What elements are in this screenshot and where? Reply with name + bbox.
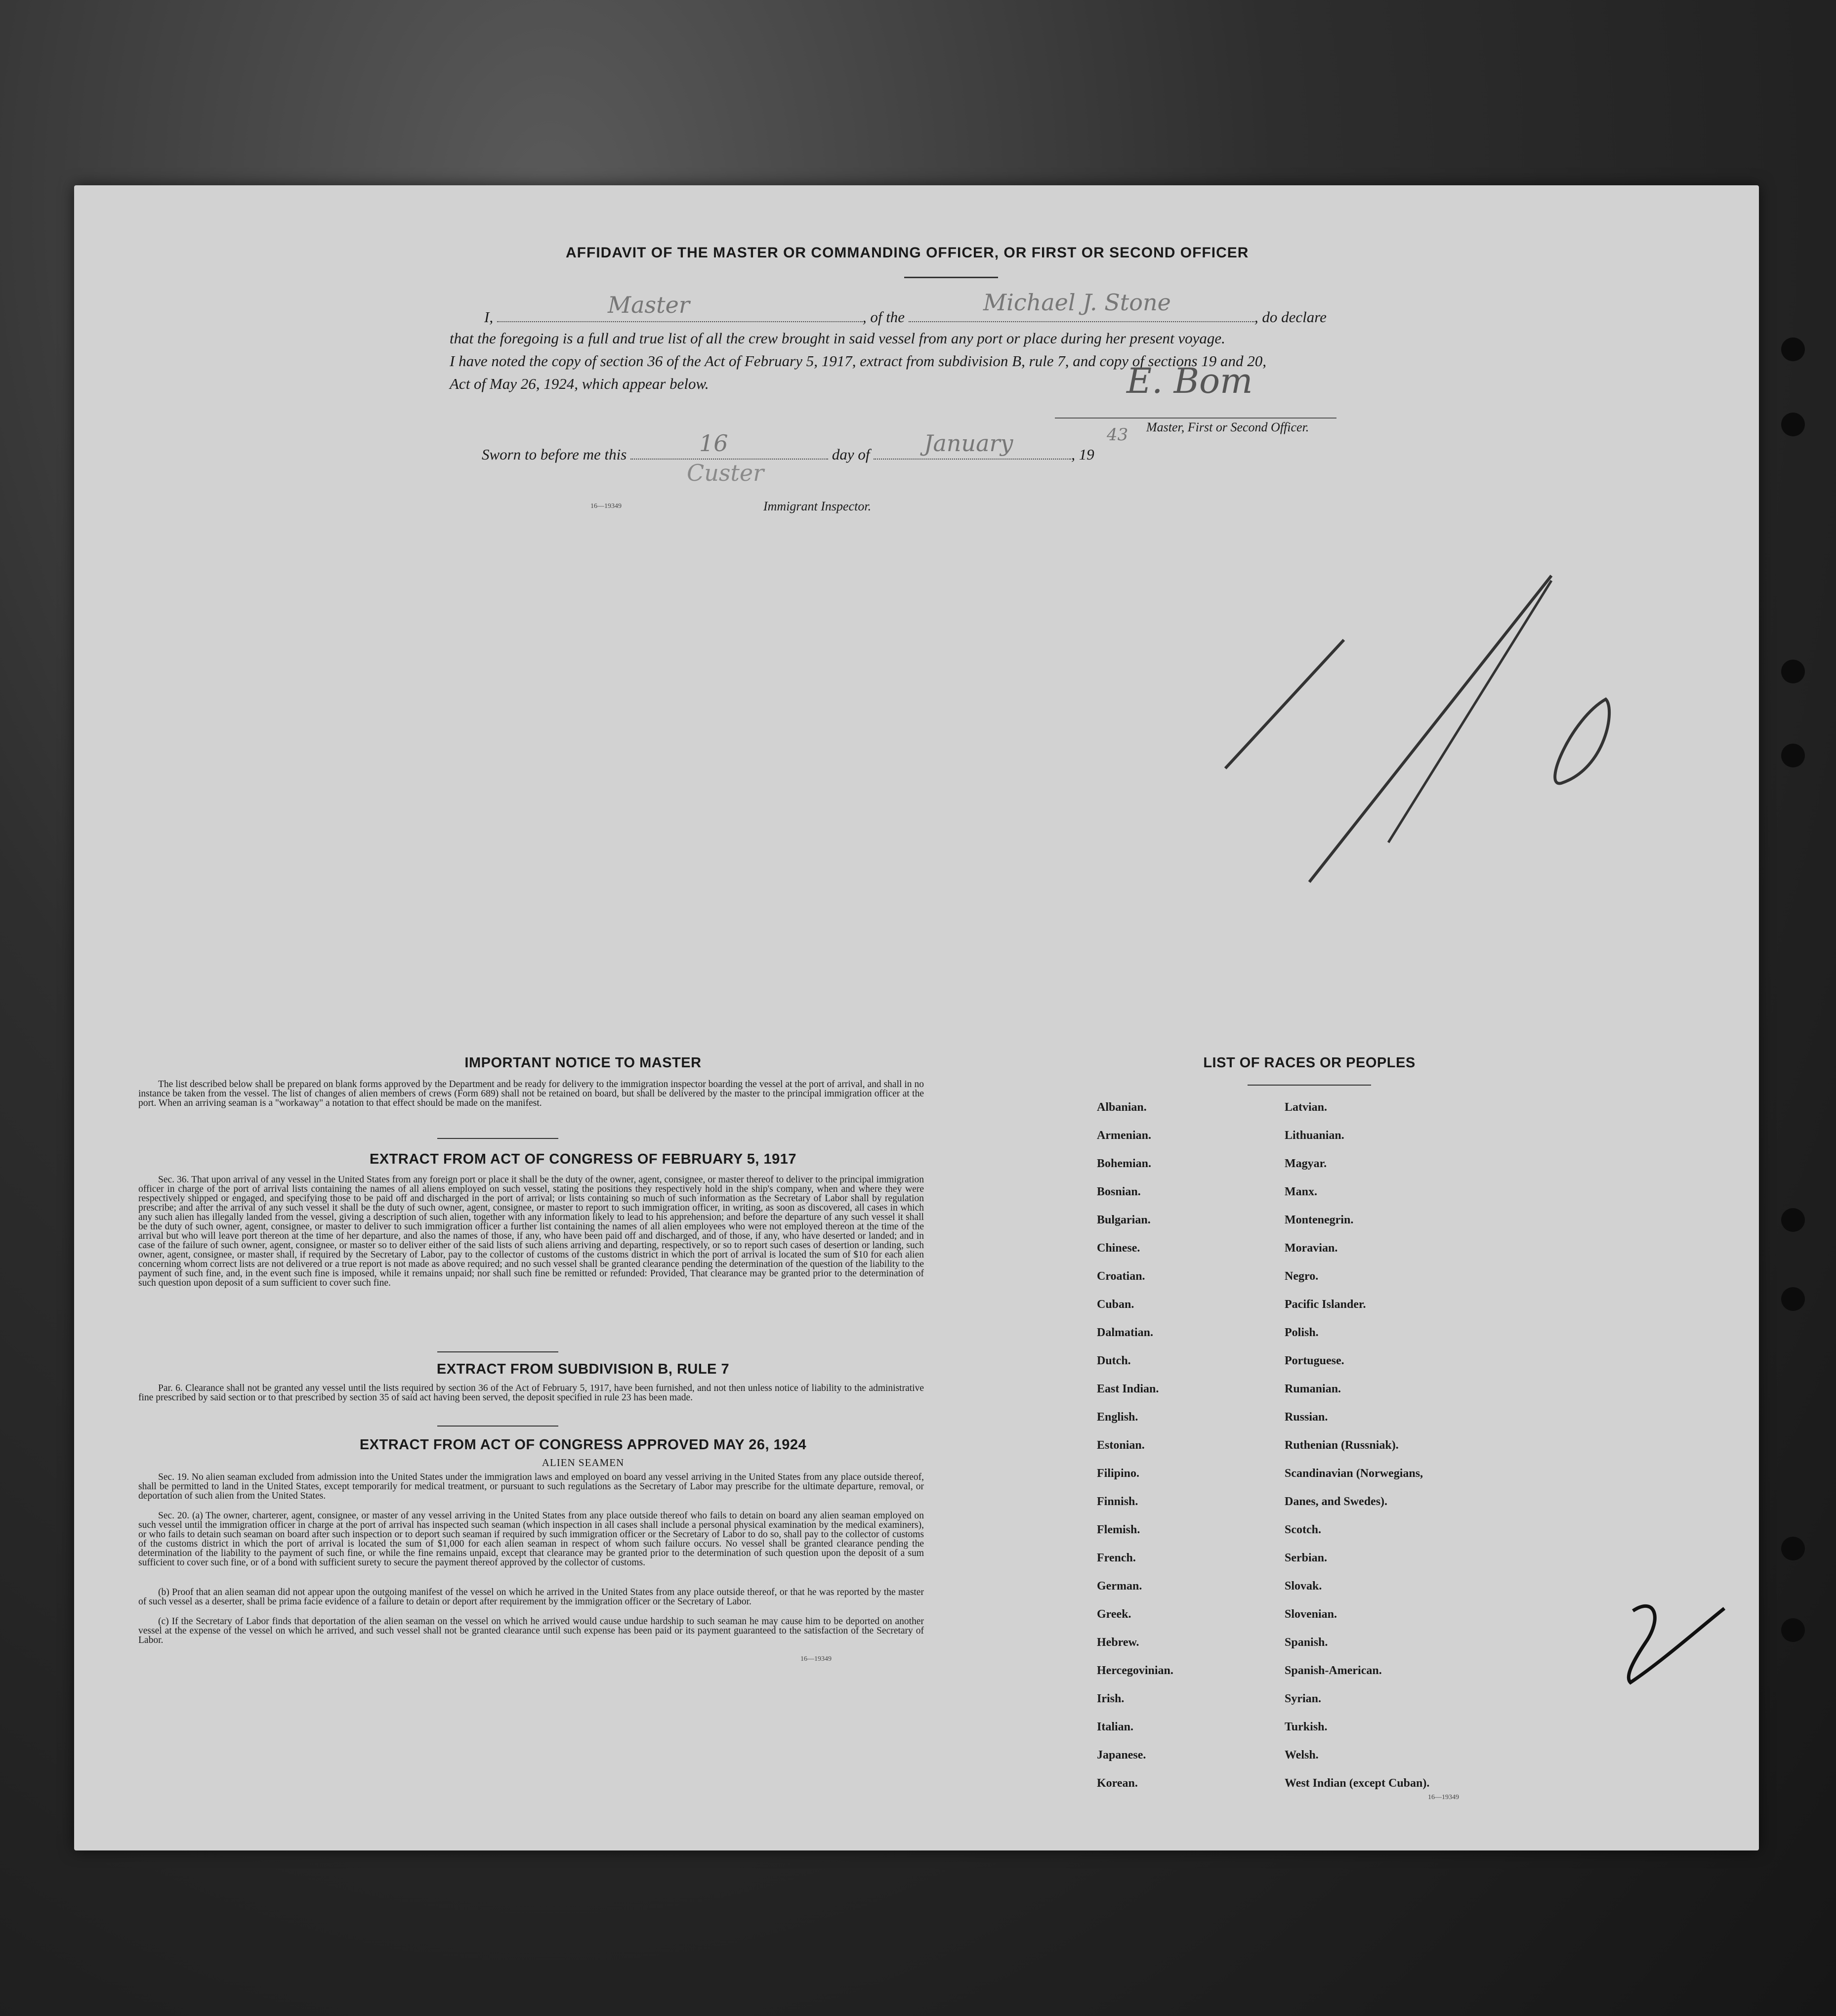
handwritten-page-mark [74,185,1759,1850]
race-left: East Indian. [1097,1383,1159,1395]
race-right: Montenegrin. [1285,1214,1354,1226]
race-right: Ruthenian (Russniak). [1285,1439,1399,1452]
punch-hole [1781,744,1805,767]
extract-1917-text: Sec. 36. That upon arrival of any vessel in the United States from any foreign port or place it shall be the duty of the owner, agent, consignee, or master thereof to deliver to the principal immigration officer in charge of the port of arrival lists containing the names of all aliens employed on such vessel, stating the positions they respectively hold in the ship's company, when and where they were respectively shipped or engaged, and specifying those to be paid off and discharged in the port of arrival; or lists containing so much of such information as the Secretary of Labor shall by regulation prescribe; and after the arrival of any such vessel it shall be the duty of such owner, agent, consignee, or master to report to such immigration officer, in writing, as soon as discovered, all cases in which any such alien has illegally landed from the vessel, giving a description of such alien, together with any information likely to lead to his apprehension; and before the departure of any such vessel it shall be the duty of such owner, agent, consignee, or master to deliver to such immigration officer a further list containing the names of all alien employees who were not employed thereon at the time of the arrival but who will leave port thereon at the time of her departure, and also the names of those, if any, who have been paid off and discharged, and of those, if any, who have deserted or landed; and in case of the failure of such owner, agent, consignee, or master so to deliver either of the said lists of such aliens arriving and departing, respectively, or so to report such cases of desertion or landing, such owner, agent, consignee, or master shall, if required by the Secretary of Labor, pay to the collector of customs of the customs district in which the port of arrival is located the sum of $10 for each alien concerning whom correct lists are not delivered or a true report is not made as above required; and no such vessel shall be granted clearance pending the determination of the question of the liability to the payment of such fine, and, in the event such fine is imposed, while it remains unpaid; nor shall such fine be remitted or refunded: Provided, That clearance may be granted prior to the determination of such question upon deposit of a sum sufficient to cover such fine. [138,1175,924,1288]
race-right: Negro. [1285,1270,1319,1283]
race-left: Korean. [1097,1777,1138,1790]
race-left: Cuban. [1097,1298,1134,1311]
rule7-title: EXTRACT FROM SUBDIVISION B, RULE 7 [436,1361,730,1377]
handwritten-vessel-name: Michael J. Stone [983,289,1171,316]
race-left: Italian. [1097,1721,1134,1733]
race-right: Pacific Islander. [1285,1298,1366,1311]
affidavit-title: AFFIDAVIT OF THE MASTER OR COMMANDING OFFICER, OR FIRST OR SECOND OFFICER [566,245,1249,261]
race-right: Manx. [1285,1185,1317,1198]
rule7-text: Par. 6. Clearance shall not be granted any vessel until the lists required by section 36 of the Act of February 5, 1917, have been furnished, and not then unless notice of liability to the administrative fine prescribed by said section or to that prescribed by section 35 of said act having been served, the deposit specified in rule 23 has been made. [138,1383,924,1403]
race-left: Irish. [1097,1692,1125,1705]
section-20c-text: (c) If the Secretary of Labor finds that deportation of the alien seaman on the vessel on which he arrived would cause undue hardship to such seaman he may cause him to be deported on another vessel at the expense of the vessel on which he arrived, and such vessel shall not be granted clearance until such expense has been paid or its payment guaranteed to the satisfaction of the Secretary of Labor. [138,1616,924,1645]
alien-seamen-subtitle: ALIEN SEAMEN [542,1457,625,1469]
notice-title: IMPORTANT NOTICE TO MASTER [464,1055,702,1071]
extract-1917-title: EXTRACT FROM ACT OF CONGRESS OF FEBRUARY 5, 1917 [369,1151,797,1167]
year-prefix: , 19 [1071,446,1094,463]
race-left: Croatian. [1097,1270,1145,1283]
punch-hole [1781,1618,1805,1642]
race-left: Armenian. [1097,1129,1151,1142]
race-left: Bulgarian. [1097,1214,1151,1226]
affidavit-i: I, [484,308,494,326]
race-right: Spanish. [1285,1636,1328,1649]
document-page [74,185,1759,1850]
extract-1924-title: EXTRACT FROM ACT OF CONGRESS APPROVED MAY 26, 1924 [359,1437,807,1453]
race-left: Bosnian. [1097,1185,1141,1198]
race-right: Moravian. [1285,1242,1338,1255]
race-left: Albanian. [1097,1101,1147,1114]
race-right: Serbian. [1285,1552,1328,1564]
race-left: Chinese. [1097,1242,1140,1255]
race-right: Slovenian. [1285,1608,1337,1621]
race-right: Russian. [1285,1411,1328,1424]
notice-text: The list described below shall be prepared on blank forms approved by the Department and be ready for delivery to the immigration inspector boarding the vessel at the port of arrival, and shall in no instance be taken from the vessel. The list of changes of alien members of crews (Form 689) shall not be retained on board, but shall be delivered by the master to the principal immigration officer at the port. When an arriving seaman is a "workaway" a notation to that effect should be made on the manifest. [138,1079,924,1108]
race-right: Lithuanian. [1285,1129,1344,1142]
race-left: Dutch. [1097,1354,1131,1367]
race-right: Portuguese. [1285,1354,1344,1367]
section-19-text: Sec. 19. No alien seaman excluded from admission into the United States under the immigration laws and employed on board any vessel arriving in the United States from any place outside thereof, shall be permitted to land in the United States, except temporarily for medical treatment, or pursuant to such regulations as the Secretary of Labor may prescribe for the ultimate departure, removal, or deportation of such alien from the United States. [138,1472,924,1501]
handwritten-month: January [924,430,1013,457]
day-of-text: day of [832,446,870,463]
race-right: Scandinavian (Norwegians, [1285,1467,1423,1480]
race-left: Japanese. [1097,1749,1146,1762]
race-right: West Indian (except Cuban). [1285,1777,1430,1790]
race-right: Latvian. [1285,1101,1328,1114]
punch-hole [1781,1287,1805,1311]
sworn-text: Sworn to before me this [482,446,627,463]
section-20a-text: Sec. 20. (a) The owner, charterer, agent, consignee, or master of any vessel arriving in the United States from any place outside thereof who fails to detain on board any alien seaman employed on such vessel until the immigration officer in charge at the port of arrival has inspected such seaman (which inspection in all cases shall include a personal physical examination by the medical examiners), or who fails to detain such seaman on board after such inspection or to deport such seaman if required by such immigration officer or the Secretary of Labor to do so, shall pay to the collector of customs of the customs district in which the port of arrival is located the sum of $1,000 for each alien seaman in respect of whom such failure occurs. No vessel shall be granted clearance pending the determination of the liability to the payment of such fine, or while the fine remains unpaid, except that clearance may be granted prior to the determination of such question upon the deposit of a sum sufficient to cover such fine, or of a bond with sufficient surety to secure the payment thereof approved by the collector of customs. [138,1511,924,1568]
section-20b-text: (b) Proof that an alien seaman did not appear upon the outgoing manifest of the vessel on which he arrived in the United States from any place outside thereof, or that he was reported by the master of such vessel as a deserter, shall be prima facie evidence of a failure to detain or deport after requirement by the immigration officer or the Secretary of Labor. [138,1587,924,1607]
race-left: Estonian. [1097,1439,1145,1452]
race-left: Filipino. [1097,1467,1140,1480]
race-right: Spanish-American. [1285,1664,1382,1677]
inspector-signature: Custer [687,460,764,486]
race-left: German. [1097,1580,1142,1593]
extract-1924-form-number: 16—19349 [800,1655,832,1663]
handwritten-year: 43 [1107,425,1128,445]
affidavit-of-the: , of the [862,308,905,326]
race-left: Flemish. [1097,1523,1140,1536]
race-right: Polish. [1285,1326,1319,1339]
inspector-label: Immigrant Inspector. [763,499,872,513]
race-left: Dalmatian. [1097,1326,1153,1339]
handwritten-rank: Master [608,292,690,318]
punch-hole [1781,660,1805,683]
master-signature: E. Bom [1127,361,1253,401]
race-right: Welsh. [1285,1749,1319,1762]
punch-hole [1781,413,1805,436]
race-left: Finnish. [1097,1495,1138,1508]
punch-hole [1781,1537,1805,1560]
race-right: Syrian. [1285,1692,1322,1705]
race-left: Hercegovinian. [1097,1664,1173,1677]
race-right: Magyar. [1285,1157,1327,1170]
affidavit-line-4: Act of May 26, 1924, which appear below. [450,375,709,392]
races-form-number: 16—19349 [1428,1794,1459,1801]
race-left: Bohemian. [1097,1157,1152,1170]
punch-hole [1781,337,1805,361]
affidavit-line-3: I have noted the copy of section 36 of the Act of February 5, 1917, extract from subdivision B, rule 7, and copy of sections 19 and 20, [450,352,1267,370]
affidavit-line-2: that the foregoing is a full and true list of all the crew brought in said vessel from any port or place during her present voyage. [450,330,1225,347]
punch-hole [1781,1208,1805,1232]
races-title: LIST OF RACES OR PEOPLES [1203,1055,1416,1071]
handwritten-day: 16 [699,430,728,457]
race-right: Danes, and Swedes). [1285,1495,1388,1508]
race-right: Slovak. [1285,1580,1322,1593]
race-left: Greek. [1097,1608,1131,1621]
affidavit-form-number: 16—19349 [590,503,622,510]
race-right: Turkish. [1285,1721,1328,1733]
master-label: Master, First or Second Officer. [1146,420,1309,434]
affidavit-do-declare: , do declare [1254,308,1327,326]
race-right: Rumanian. [1285,1383,1341,1395]
race-left: French. [1097,1552,1136,1564]
race-left: English. [1097,1411,1138,1424]
race-left: Hebrew. [1097,1636,1139,1649]
race-right: Scotch. [1285,1523,1321,1536]
